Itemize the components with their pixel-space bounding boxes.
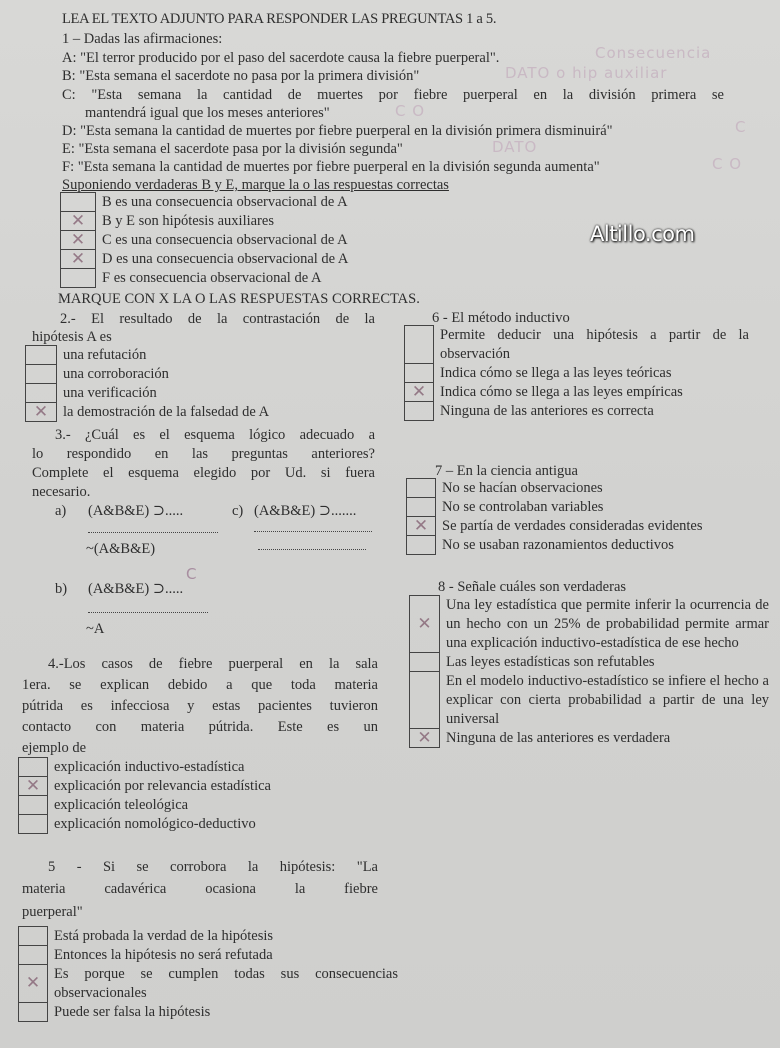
handwritten-answer: C — [186, 565, 198, 583]
section-instruction: MARQUE CON X LA O LAS RESPUESTAS CORRECTAS. — [58, 291, 420, 307]
q4-checkbox[interactable] — [18, 776, 48, 796]
q8-option-label: Ninguna de las anteriores es verdadera — [446, 730, 671, 746]
statement-f: F: "Esta semana la cantidad de muertes por fiebre puerperal en la división segunda aumenta" — [62, 159, 600, 175]
scheme-b-premise[interactable]: (A&B&E) ⊃..... — [88, 581, 184, 597]
q8-checkbox[interactable] — [409, 671, 440, 729]
q3-text: necesario. — [32, 484, 91, 500]
q2-option — [25, 384, 375, 403]
q2-option — [25, 403, 375, 422]
watermark-logo: Altillo.com — [590, 222, 695, 246]
scheme-a-conclusion: ~(A&B&E) — [86, 541, 156, 557]
q6-option — [404, 364, 749, 383]
q7-checkbox[interactable] — [406, 478, 436, 498]
q1-prompt: Suponiendo verdaderas B y E, marque la o las respuestas correctas — [62, 177, 449, 193]
q1-checkbox[interactable] — [60, 211, 96, 231]
q4-checkbox[interactable] — [18, 795, 48, 815]
header-instruction: LEA EL TEXTO ADJUNTO PARA RESPONDER LAS PREGUNTAS 1 a 5. — [62, 11, 497, 27]
q7-options — [406, 479, 758, 555]
q6-option-label: Indica cómo se llega a las leyes teóricas — [440, 365, 672, 381]
q6-option — [404, 326, 749, 364]
q7-option — [406, 498, 758, 517]
q4-option-label: explicación nomológico-deductivo — [54, 816, 256, 832]
scheme-b-line — [88, 612, 208, 613]
q7-option-label: No se usaban razonamientos deductivos — [442, 537, 674, 553]
q1-option — [60, 269, 460, 288]
q2-option-label: una refutación — [63, 347, 147, 363]
x-mark-icon: ✕ — [413, 515, 429, 536]
q2-title: 2.- El resultado de la contrastación de la — [60, 311, 375, 327]
statement-b: B: "Esta semana el sacerdote no pasa por la primera división" — [62, 68, 420, 84]
q5-options — [18, 927, 398, 1022]
q1-option-label: C es una consecuencia observacional de A — [102, 232, 348, 248]
handwritten-note: Consecuencia — [595, 44, 712, 62]
q4-option-label: explicación teleológica — [54, 797, 189, 813]
q6-option-label: Indica cómo se llega a las leyes empíricas — [440, 384, 683, 400]
q6-option — [404, 402, 749, 421]
scheme-a-line — [88, 532, 218, 533]
q7-checkbox[interactable] — [406, 516, 436, 536]
q8-checkbox[interactable] — [409, 652, 440, 672]
scheme-c-premise[interactable]: (A&B&E) ⊃....... — [254, 503, 357, 519]
q1-option-label: D es una consecuencia observacional de A — [102, 251, 349, 267]
q4-checkbox[interactable] — [18, 814, 48, 834]
q6-title: 6 - El método inductivo — [432, 310, 570, 326]
scheme-a-premise[interactable]: (A&B&E) ⊃..... — [88, 503, 184, 519]
q8-option — [409, 596, 769, 653]
statement-d: D: "Esta semana la cantidad de muertes por fiebre puerperal en la división primera disminuirá" — [62, 123, 613, 139]
q2-checkbox[interactable] — [25, 383, 57, 403]
x-mark-icon: ✕ — [417, 727, 432, 748]
q5-option — [18, 946, 398, 965]
q8-option-label: En el modelo inductivo-estadístico se infiere el hecho a explicar con cierta probabilidad a partir de una ley universal — [446, 673, 769, 727]
q5-checkbox[interactable] — [18, 964, 48, 1003]
q1-options — [60, 193, 460, 288]
q4-text: 1era. se explican debido a que toda materia — [22, 677, 378, 693]
q2-checkbox[interactable] — [25, 402, 57, 422]
q5-option-label: Es porque se cumplen todas sus consecuencias observacionales — [54, 966, 398, 1001]
q4-text: ejemplo de — [22, 740, 87, 756]
q4-text: pútrida es infecciosa y estas pacientes tuvieron — [22, 698, 378, 714]
q2-option — [25, 346, 375, 365]
q8-option — [409, 729, 769, 748]
handwritten-note: C — [735, 118, 747, 136]
statement-e: E: "Esta semana el sacerdote pasa por la división segunda" — [62, 141, 403, 157]
q3-text: lo respondido en las preguntas anteriores? — [32, 446, 375, 462]
q1-option — [60, 250, 460, 269]
q5-option-label: Está probada la verdad de la hipótesis — [54, 928, 274, 944]
q5-checkbox[interactable] — [18, 945, 48, 965]
q4-option-label: explicación por relevancia estadística — [54, 778, 271, 794]
q2-option-label: la demostración de la falsedad de A — [63, 404, 270, 420]
statement-c-cont: mantendrá igual que los meses anteriores" — [85, 105, 330, 121]
q1-title: 1 – Dadas las afirmaciones: — [62, 31, 223, 47]
q2-checkbox[interactable] — [25, 345, 57, 365]
q4-checkbox[interactable] — [18, 757, 48, 777]
q2-title-cont: hipótesis A es — [32, 329, 112, 345]
x-mark-icon: ✕ — [417, 613, 432, 634]
q4-option — [18, 758, 378, 777]
statement-c: C: "Esta semana la cantidad de muertes por fiebre puerperal en la división primera se — [62, 87, 724, 103]
x-mark-icon: ✕ — [70, 229, 86, 250]
q7-checkbox[interactable] — [406, 497, 436, 517]
q4-text: contacto con materia pútrida. Este es un — [22, 719, 378, 735]
q1-checkbox[interactable] — [60, 230, 96, 250]
handwritten-note: DATO o hip auxiliar — [505, 64, 668, 82]
q8-option-label: Las leyes estadísticas son refutables — [446, 654, 655, 670]
q7-title: 7 – En la ciencia antigua — [435, 463, 578, 479]
q1-checkbox[interactable] — [60, 268, 96, 288]
q5-option — [18, 1003, 398, 1022]
handwritten-note: DATO — [492, 138, 538, 156]
q6-option — [404, 383, 749, 402]
q1-option-label: B es una consecuencia observacional de A — [102, 194, 348, 210]
q5-text: materia cadavérica ocasiona la fiebre — [22, 881, 378, 897]
scheme-c-conclusion-blank[interactable] — [258, 549, 366, 550]
q5-checkbox[interactable] — [18, 926, 48, 946]
q4-option — [18, 777, 378, 796]
q8-option — [409, 672, 769, 729]
q3-text: 3.- ¿Cuál es el esquema lógico adecuado a — [55, 427, 375, 443]
scheme-c-line — [254, 531, 372, 532]
statement-a: A: "El terror producido por el paso del sacerdote causa la fiebre puerperal". — [62, 50, 500, 66]
q3-text: Complete el esquema elegido por Ud. si fuera — [32, 465, 375, 481]
q6-checkbox[interactable] — [404, 325, 434, 364]
q4-options — [18, 758, 378, 834]
q2-options — [25, 346, 375, 422]
handwritten-note: C O — [395, 102, 426, 120]
q1-checkbox[interactable] — [60, 249, 96, 269]
q7-option — [406, 517, 758, 536]
x-mark-icon: ✕ — [25, 775, 41, 796]
q2-option-label: una verificación — [63, 385, 157, 401]
q8-checkbox[interactable] — [409, 728, 440, 748]
q1-option-label: B y E son hipótesis auxiliares — [102, 213, 274, 229]
x-mark-icon: ✕ — [70, 248, 86, 269]
q7-checkbox[interactable] — [406, 535, 436, 555]
q1-option-label: F es consecuencia observacional de A — [102, 270, 322, 286]
q7-option-label: No se hacían observaciones — [442, 480, 603, 496]
q8-option-label: Una ley estadística que permite inferir la ocurrencia de un hecho con un 25% de probabilidad permite armar una explicación inductivo-estadística de ese hecho — [446, 597, 769, 651]
q5-option — [18, 965, 398, 1003]
q6-checkbox[interactable] — [404, 363, 434, 383]
q7-option — [406, 479, 758, 498]
q5-option-label: Entonces la hipótesis no será refutada — [54, 947, 273, 963]
handwritten-note: C O — [712, 155, 743, 173]
q1-option — [60, 231, 460, 250]
q6-options — [404, 326, 749, 421]
q8-checkbox[interactable] — [409, 595, 440, 653]
q7-option-label: Se partía de verdades consideradas evidentes — [442, 518, 703, 534]
q4-option — [18, 815, 378, 834]
scheme-b-conclusion: ~A — [86, 621, 105, 637]
q6-option-label: Ninguna de las anteriores es correcta — [440, 403, 654, 419]
q2-option-label: una corroboración — [63, 366, 169, 382]
q6-checkbox[interactable] — [404, 401, 434, 421]
q5-text: 5 - Si se corrobora la hipótesis: "La — [48, 859, 378, 875]
q5-option-label: Puede ser falsa la hipótesis — [54, 1004, 211, 1020]
q5-text: puerperal" — [22, 904, 83, 920]
q1-option — [60, 193, 460, 212]
q5-option — [18, 927, 398, 946]
q6-checkbox[interactable] — [404, 382, 434, 402]
q4-option-label: explicación inductivo-estadística — [54, 759, 245, 775]
q5-checkbox[interactable] — [18, 1002, 48, 1022]
scheme-c-label: c) — [232, 503, 244, 519]
q2-option — [25, 365, 375, 384]
q7-option-label: No se controlaban variables — [442, 499, 604, 515]
q1-option — [60, 212, 460, 231]
q4-text: 4.-Los casos de fiebre puerperal en la sala — [48, 656, 378, 672]
x-mark-icon: ✕ — [70, 210, 86, 231]
q1-checkbox[interactable] — [60, 192, 96, 212]
scheme-b-label: b) — [55, 581, 68, 597]
q8-option — [409, 653, 769, 672]
q6-option-label: Permite deducir una hipótesis a partir de la observación — [440, 327, 749, 362]
q4-option — [18, 796, 378, 815]
q2-checkbox[interactable] — [25, 364, 57, 384]
q8-options — [409, 596, 769, 748]
scheme-a-label: a) — [55, 503, 67, 519]
x-mark-icon: ✕ — [411, 381, 427, 402]
x-mark-icon: ✕ — [25, 973, 41, 993]
q7-option — [406, 536, 758, 555]
x-mark-icon: ✕ — [33, 401, 49, 422]
q8-title: 8 - Señale cuáles son verdaderas — [438, 579, 627, 595]
